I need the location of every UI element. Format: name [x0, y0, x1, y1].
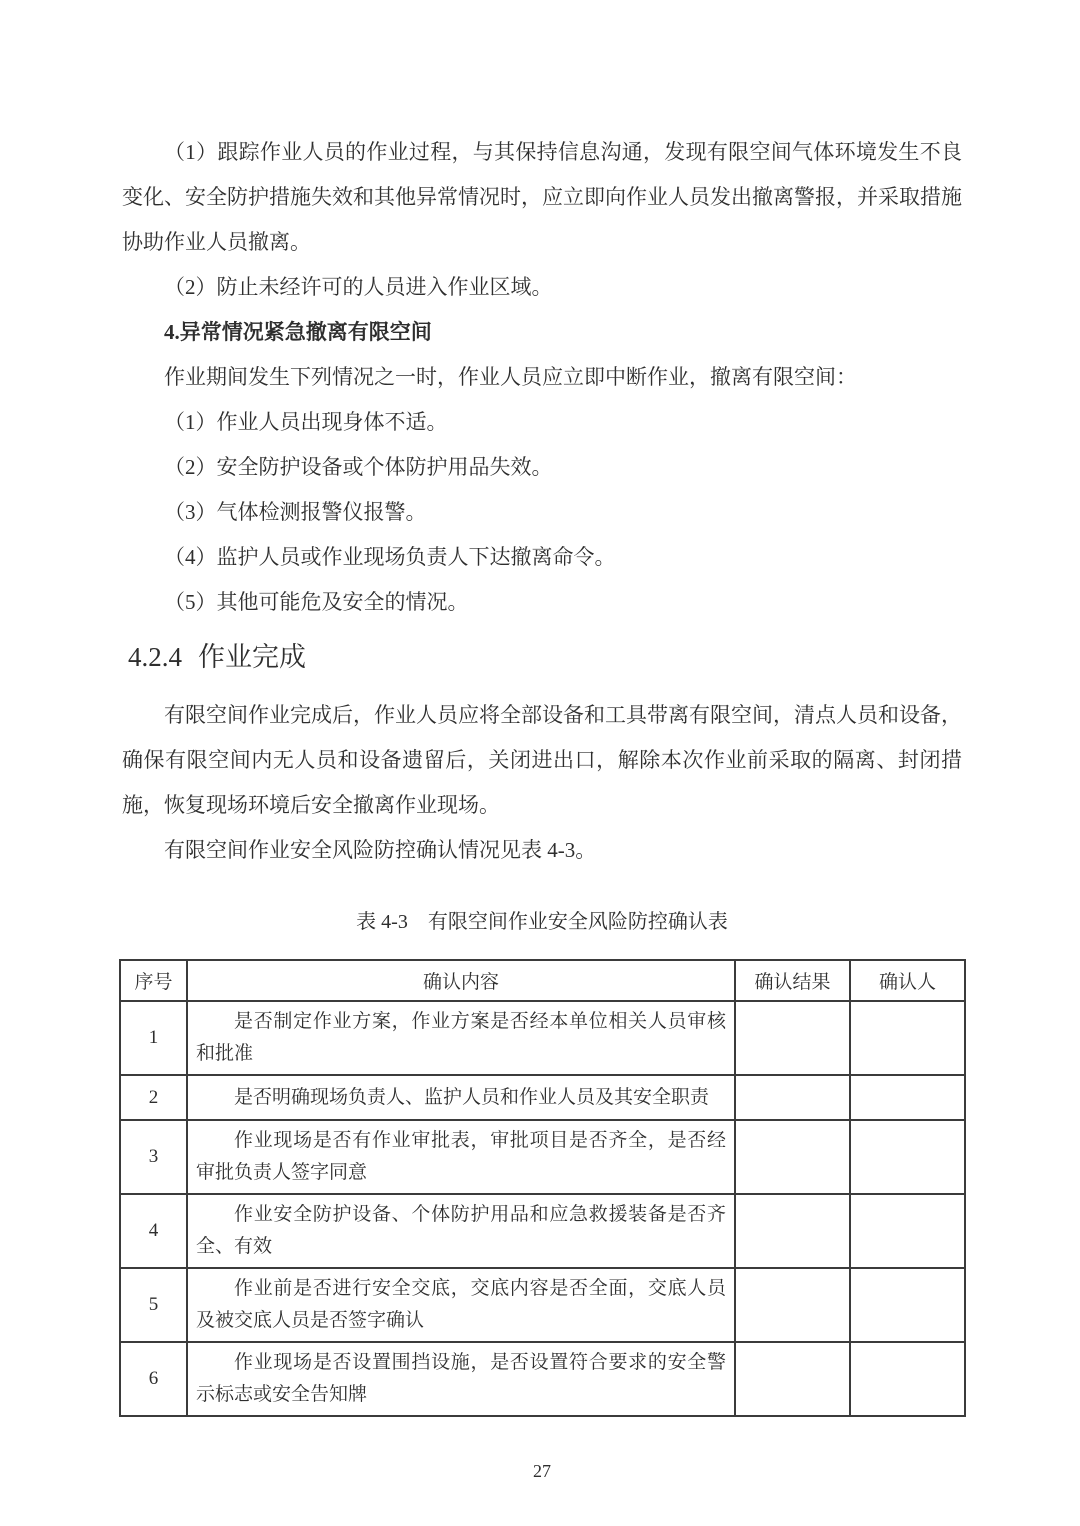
row-content: 作业安全防护设备、个体防护用品和应急救援装备是否齐全、有效 [187, 1194, 735, 1268]
table-caption-title: 有限空间作业安全风险防控确认表 [427, 911, 728, 933]
row-number: 1 [120, 1001, 187, 1075]
emergency-item-2: （2）安全防护设备或个体防护用品失效。 [164, 455, 553, 479]
header-cell-confirmer: 确认人 [850, 960, 965, 1001]
row-content: 作业现场是否设置围挡设施，是否设置符合要求的安全警示标志或安全告知牌 [187, 1342, 735, 1416]
row-content: 是否制定作业方案，作业方案是否经本单位相关人员审核和批准 [187, 1001, 735, 1075]
row-confirmer [850, 1194, 965, 1268]
row-number: 2 [120, 1075, 187, 1120]
header-cell-result: 确认结果 [735, 960, 850, 1001]
table-row [120, 1075, 965, 1120]
row-number: 6 [120, 1342, 187, 1416]
completion-text-block [122, 693, 962, 873]
row-confirmer [850, 1268, 965, 1342]
table-row [120, 1268, 965, 1342]
paragraph-prevent-entry: （2）防止未经许可的人员进入作业区域。 [164, 275, 553, 299]
row-confirmer [850, 1342, 965, 1416]
row-number: 5 [120, 1268, 187, 1342]
row-result [735, 1342, 850, 1416]
row-content: 作业前是否进行安全交底，交底内容是否全面，交底人员及被交底人员是否签字确认 [187, 1268, 735, 1342]
row-result [735, 1268, 850, 1342]
row-result [735, 1194, 850, 1268]
row-number: 3 [120, 1120, 187, 1194]
section-title: 作业完成 [198, 642, 306, 672]
emergency-evacuation-heading: 4.异常情况紧急撤离有限空间 [164, 320, 432, 344]
body-text-block [122, 130, 962, 625]
paragraph-monitor-duty: （1）跟踪作业人员的作业过程，与其保持信息沟通，发现有限空间气体环境发生不良变化、安全防护措施失效和其他异常情况时，应立即向作业人员发出撤离警报，并采取措施协助作业人员撤离。 [122, 140, 962, 254]
paragraph-table-reference: 有限空间作业安全风险防控确认情况见表 4-3。 [164, 838, 597, 862]
row-content: 是否明确现场负责人、监护人员和作业人员及其安全职责 [187, 1075, 735, 1120]
emergency-item-1: （1）作业人员出现身体不适。 [164, 410, 448, 434]
section-number: 4.2.4 [128, 642, 182, 672]
table-caption-label: 表 4-3 [356, 911, 408, 933]
table-row [120, 1342, 965, 1416]
header-cell-content: 确认内容 [187, 960, 735, 1001]
table-caption [122, 907, 962, 937]
emergency-item-3: （3）气体检测报警仪报警。 [164, 500, 427, 524]
row-result [735, 1120, 850, 1194]
confirmation-table [119, 959, 966, 1417]
table-row [120, 1120, 965, 1194]
table-header-row [120, 960, 965, 1001]
paragraph-completion: 有限空间作业完成后，作业人员应将全部设备和工具带离有限空间，清点人员和设备，确保有限空间内无人员和设备遗留后，关闭进出口，解除本次作业前采取的隔离、封闭措施，恢复现场环境后安全撤离作业现场。 [122, 703, 962, 817]
row-confirmer [850, 1001, 965, 1075]
emergency-intro: 作业期间发生下列情况之一时，作业人员应立即中断作业，撤离有限空间： [164, 365, 857, 389]
page-number: 27 [533, 1461, 551, 1481]
row-number: 4 [120, 1194, 187, 1268]
header-cell-no: 序号 [120, 960, 187, 1001]
row-confirmer [850, 1075, 965, 1120]
row-result [735, 1001, 850, 1075]
emergency-item-5: （5）其他可能危及安全的情况。 [164, 590, 469, 614]
row-confirmer [850, 1120, 965, 1194]
emergency-item-4: （4）监护人员或作业现场负责人下达撤离命令。 [164, 545, 616, 569]
table-row [120, 1001, 965, 1075]
row-result [735, 1075, 850, 1120]
table-row [120, 1194, 965, 1268]
row-content: 作业现场是否有作业审批表，审批项目是否齐全，是否经审批负责人签字同意 [187, 1120, 735, 1194]
section-heading-4-2-4 [128, 637, 962, 677]
